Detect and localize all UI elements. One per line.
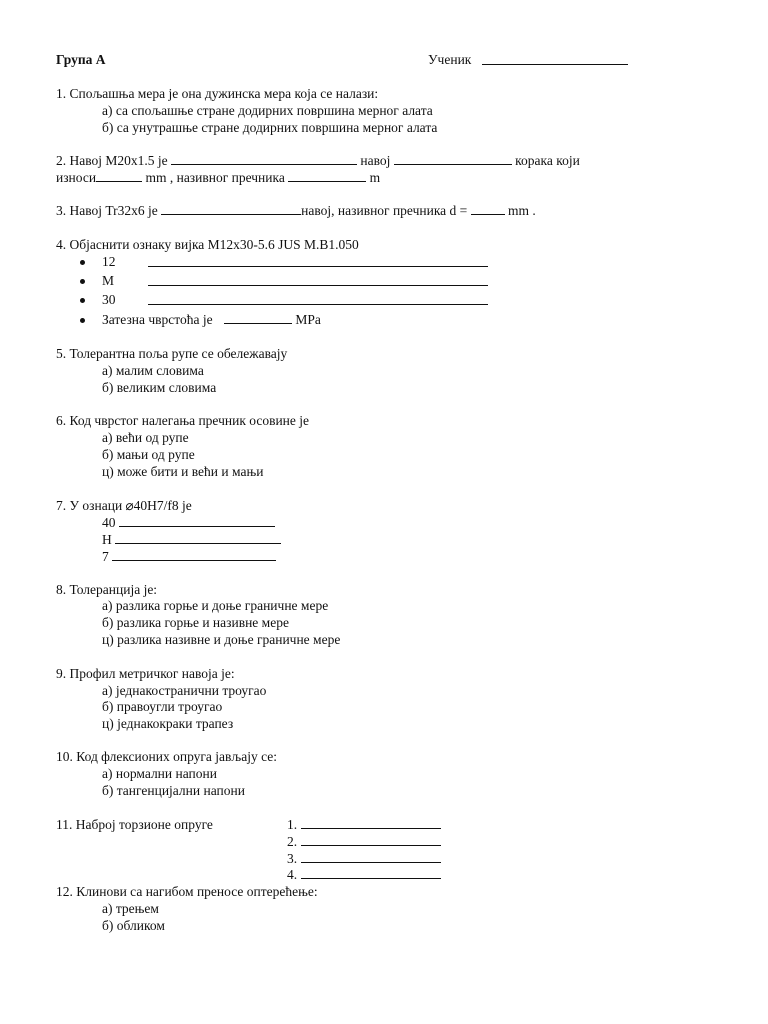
q2-text-3: корака који [515,153,580,168]
q4-item-m: M [102,273,115,288]
q8-question: 8. Толеранција је: [56,582,158,597]
q6-option-b[interactable]: б) мањи од рупе [102,447,195,462]
q11-num-2: 2. [287,834,298,849]
q4-blank-30[interactable] [148,293,488,305]
q7-label-7: 7 [102,549,109,564]
q7-blank-7[interactable] [112,549,276,561]
q5-question: 5. Толерантна поља рупе се обележавају [56,346,288,361]
q4-item-30: 30 [102,292,116,307]
q6-option-a[interactable]: а) већи од рупе [102,430,189,445]
q8-option-b[interactable]: б) разлика горње и називне мере [102,615,289,630]
q2-blank-2[interactable] [394,153,512,165]
q2-text-6: m [369,170,381,185]
q11-item-3 [287,851,441,867]
q2-text-4: износи [56,170,97,185]
q3-text-3: mm . [508,203,536,218]
q10-option-a[interactable]: а) нормални напони [102,766,217,781]
q11-num-4: 4. [287,867,298,882]
bullet-icon [80,318,85,323]
q3-blank-1[interactable] [161,203,301,215]
group-label: Група А [56,52,106,67]
q6-question: 6. Код чврстог налегања пречник осовине је [56,413,310,428]
q1-option-b[interactable]: б) са унутрашње стране додирних површина мерног алата [102,120,438,135]
q11-item-4 [287,867,441,883]
q9-option-a[interactable]: а) једнакостранични троугао [102,683,267,698]
q11-blank-3[interactable] [301,851,441,863]
q9-option-b[interactable]: б) правоугли троугао [102,699,223,714]
q12-option-a[interactable]: а) трењем [102,901,159,916]
q4-unit: MPa [295,312,321,327]
q3-blank-2[interactable] [471,203,505,215]
q3-text-1: 3. Навој Tr32x6 је [56,203,158,218]
q11-num-1: 1. [287,817,298,832]
q5-option-a[interactable]: а) малим словима [102,363,204,378]
q2-text-2: навој [360,153,391,168]
q9-question: 9. Профил метричког навоја је: [56,666,235,681]
q11-item-2 [287,834,441,850]
q11-item-1 [287,817,441,833]
q7-item-7 [102,549,276,565]
q2-text-1: 2. Навој М20x1.5 је [56,153,168,168]
q4-blank-12[interactable] [148,255,488,267]
q7-label-40: 40 [102,515,116,530]
q4-blank-m[interactable] [148,274,488,286]
q11-question: 11. Наброј торзионе опруге [56,817,213,832]
student-name-blank[interactable] [482,53,628,65]
q6-option-c[interactable]: ц) може бити и већи и мањи [102,464,264,479]
q11-blank-1[interactable] [301,817,441,829]
q4-item-12: 12 [102,254,116,269]
q2-line-2 [56,170,380,186]
q7-item-40 [102,515,275,531]
q5-option-b[interactable]: б) великим словима [102,380,217,395]
q12-question: 12. Клинови са нагибом преносе оптерећење: [56,884,318,899]
q2-text-5: mm , називног пречника [145,170,285,185]
q2-blank-1[interactable] [171,153,357,165]
q10-option-b[interactable]: б) тангенцијални напони [102,783,245,798]
q4-blank-tensile[interactable] [224,312,292,324]
q1-question: 1. Спољашња мера је она дужинска мера која се налази: [56,86,379,101]
q11-blank-2[interactable] [301,834,441,846]
q11-num-3: 3. [287,851,298,866]
q2-blank-4[interactable] [288,170,366,182]
q4-item-tensile [102,312,321,328]
q2-blank-3[interactable] [96,170,142,182]
bullet-icon [80,298,85,303]
q11-blank-4[interactable] [301,867,441,879]
bullet-icon [80,260,85,265]
q7-item-h [102,532,281,548]
q9-option-c[interactable]: ц) једнакокраки трапез [102,716,234,731]
q2-line-1 [56,153,580,169]
q7-blank-h[interactable] [115,532,281,544]
q7-label-h: H [102,532,112,547]
q3-text-2: навој, називног пречника d = [301,203,468,218]
student-label: Ученик [428,52,472,67]
q4-question: 4. Објаснити ознаку вијка М12x30-5.6 JUS M.B1.050 [56,237,359,252]
q10-question: 10. Код флексионих опруга јављају се: [56,749,277,764]
q8-option-a[interactable]: а) разлика горње и доње граничне мере [102,598,329,613]
bullet-icon [80,279,85,284]
q7-question: 7. У ознаци ⌀40H7/f8 је [56,498,192,513]
q7-blank-40[interactable] [119,515,275,527]
q3-line [56,203,536,219]
q12-option-b[interactable]: б) обликом [102,918,165,933]
q8-option-c[interactable]: ц) разлика називне и доње граничне мере [102,632,341,647]
q4-tensile-label: Затезна чврстоћа је [102,312,213,327]
q1-option-a[interactable]: а) са спољашње стране додирних површина мерног алата [102,103,433,118]
